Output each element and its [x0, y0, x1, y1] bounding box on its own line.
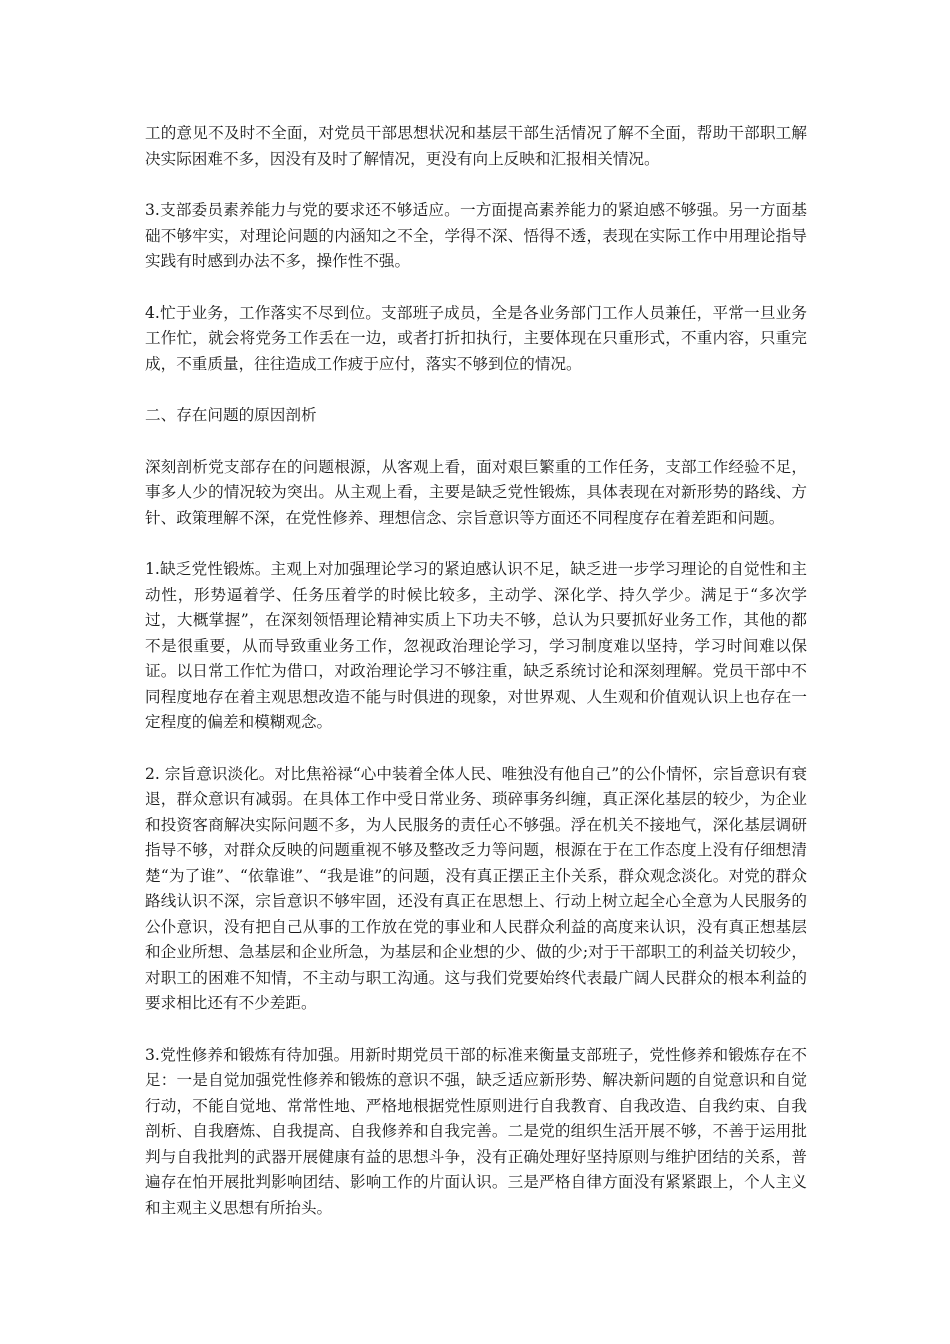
paragraph-analysis-1: 1.缺乏党性锻炼。主观上对加强理论学习的紧迫感认识不足，缺乏进一步学习理论的自觉性和主动性，形势逼着学、任务压着学的时候比较多，主动学、深化学、持久学少。满足于“多次学过，大概掌握”，在深刻领悟理论精神实质上下功夫不够，总认为只要抓好业务工作，其他的都不是很重要，从而导致重业务工作，忽视政治理论学习，学习制度难以坚持，学习时间难以保证。以日常工作忙为借口，对政治理论学习不够注重，缺乏系统讨论和深刻理解。党员干部中不同程度地存在着主观思想改造不能与时俱进的现象，对世界观、人生观和价值观认识上也存在一定程度的偏差和模糊观念。	[145, 560, 807, 731]
paragraph-analysis-intro: 深刻剖析党支部存在的问题根源，从客观上看，面对艰巨繁重的工作任务，支部工作经验不足，事多人少的情况较为突出。从主观上看，主要是缺乏党性锻炼，具体表现在对新形势的路线、方针、政策理解不深，在党性修养、理想信念、宗旨意识等方面还不同程度存在着差距和问题。	[145, 457, 807, 527]
paragraph-point-4: 4.忙于业务，工作落实不尽到位。支部班子成员，全是各业务部门工作人员兼任，平常一旦业务工作忙，就会将党务工作丢在一边，或者打折扣执行，主要体现在只重形式，不重内容，只重完成，不重质量，往往造成工作疲于应付，落实不够到位的情况。	[145, 303, 807, 373]
paragraph-analysis-3: 3.党性修养和锻炼有待加强。用新时期党员干部的标准来衡量支部班子，党性修养和锻炼存在不足：一是自觉加强党性修养和锻炼的意识不强，缺乏适应新形势、解决新问题的自觉意识和自觉行动，不能自觉地、常常性地、严格地根据党性原则进行自我教育、自我改造、自我约束、自我剖析、自我磨炼、自我提高、自我修养和自我完善。二是党的组织生活开展不够，不善于运用批判与自我批判的武器开展健康有益的思想斗争，没有正确处理好坚持原则与维护团结的关系，普遍存在怕开展批判影响团结、影响工作的片面认识。三是严格自律方面没有紧紧跟上，个人主义和主观主义思想有所抬头。	[145, 1045, 807, 1217]
section-heading: 二、存在问题的原因剖析	[145, 406, 317, 424]
paragraph-analysis-2: 2. 宗旨意识淡化。对比焦裕禄“心中装着全体人民、唯独没有他自己”的公仆情怀，宗旨意识有衰退，群众意识有减弱。在具体工作中受日常业务、琐碎事务纠缠，真正深化基层的较少，为企业和投资客商解决实际问题不多，为人民服务的责任心不够强。浮在机关不接地气，深化基层调研指导不够，对群众反映的问题重视不够及整改乏力等问题，根源在于在工作态度上没有仔细想清楚“为了谁”、“依靠谁”、“我是谁”的问题，没有真正摆正主仆关系，群众观念淡化。对党的群众路线认识不深，宗旨意识不够牢固，还没有真正在思想上、行动上树立起全心全意为人民服务的公仆意识，没有把自己从事的工作放在党的事业和人民群众利益的高度来认识，没有真正想基层和企业所想、急基层和企业所急，为基层和企业想的少、做的少;对于干部职工的利益关切较少，对职工的困难不知情，不主动与职工沟通。这与我们党要始终代表最广阔人民群众的根本利益的要求相比还有不少差距。	[145, 764, 807, 1012]
paragraph-continuation: 工的意见不及时不全面，对党员干部思想状况和基层干部生活情况了解不全面，帮助干部职工解决实际困难不多，因没有及时了解情况，更没有向上反映和汇报相关情况。	[145, 124, 807, 168]
paragraph-point-3: 3.支部委员素养能力与党的要求还不够适应。一方面提高素养能力的紧迫感不够强。另一方面基础不够牢实，对理论问题的内涵知之不全，学得不深、悟得不透，表现在实际工作中用理论指导实践有时感到办法不多，操作性不强。	[145, 201, 807, 270]
document-body	[145, 121, 807, 1247]
